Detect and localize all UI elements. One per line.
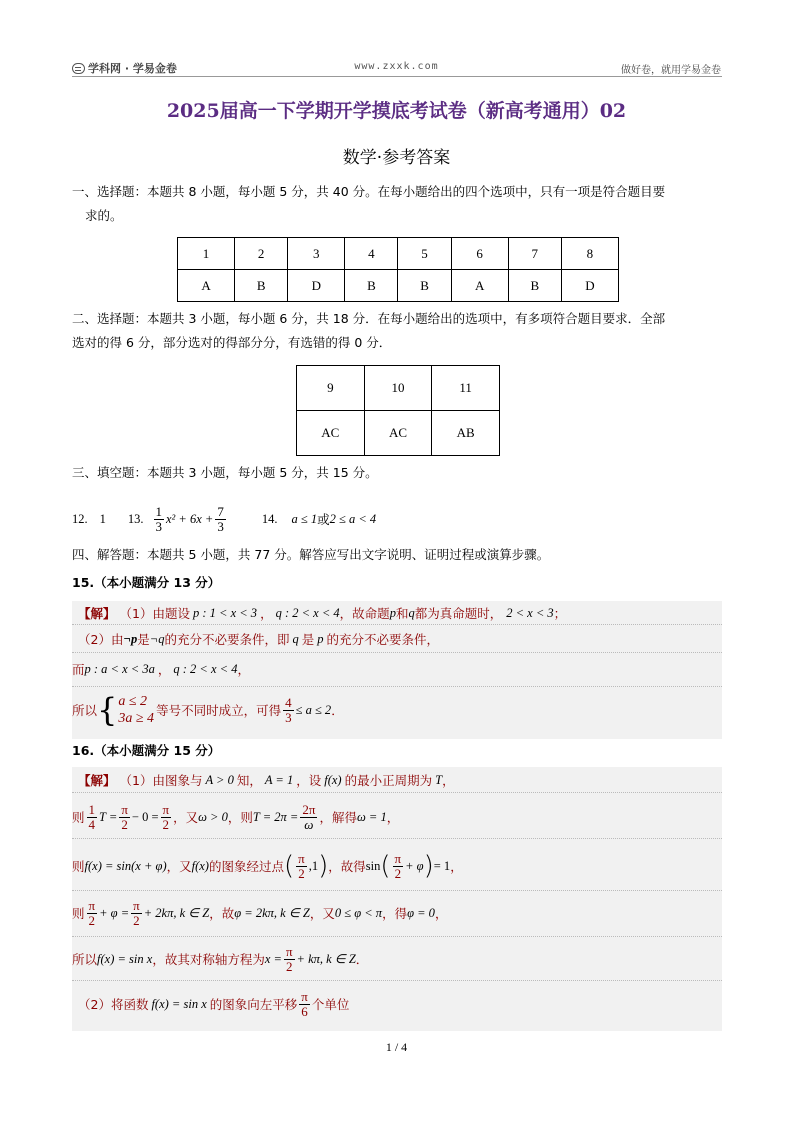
question-number-cell: 10 [364, 366, 432, 411]
text: （1）由题设 [119, 606, 190, 621]
math: A > 0 [205, 772, 234, 787]
math: ¬q [149, 631, 165, 646]
table-row-numbers [297, 366, 500, 411]
math: q [408, 605, 415, 620]
text: 的充分不必要条件， [326, 632, 440, 647]
text: ； [553, 606, 567, 621]
math: T [435, 772, 443, 787]
answer-cell: B [235, 270, 288, 302]
q16-line6 [78, 986, 349, 1022]
q14-or: 或 [317, 512, 330, 527]
text: ，得 [382, 906, 408, 921]
divider [72, 980, 722, 981]
text: 而 [72, 662, 85, 677]
text: 的充分不必要条件，即 [164, 632, 290, 647]
header-divider [72, 76, 722, 77]
section2-desc [72, 307, 732, 355]
answer-cell: AB [432, 411, 500, 456]
question-number-cell: 6 [451, 238, 508, 270]
q14-part1: a ≤ 1 [291, 511, 318, 526]
frac-num: π [394, 850, 402, 866]
frac-den: 3 [217, 518, 224, 534]
math: + 2kπ, k ∈ Z [143, 906, 210, 920]
solution-tag: 【解】 [78, 773, 116, 788]
frac [87, 803, 98, 832]
page-number: 1 / 4 [385, 1040, 408, 1054]
math: p : a < x < 3a [84, 661, 155, 676]
question-number-cell: 1 [178, 238, 235, 270]
frac-num: π [88, 897, 96, 913]
q16-line4 [72, 895, 447, 931]
q16-line1 [78, 770, 455, 790]
frac-num: 1 [88, 801, 96, 817]
inequality-system [118, 693, 154, 727]
q12-label: 12. [72, 511, 88, 526]
text: ，又 [166, 859, 192, 874]
frac [284, 945, 295, 974]
frac-den: ω [304, 816, 314, 832]
text: （2）将函数 [78, 997, 149, 1012]
frac-den: 2 [285, 958, 293, 974]
frac-den: 2 [298, 865, 305, 881]
question-number-cell: 9 [297, 366, 365, 411]
frac [119, 803, 130, 832]
math: p [389, 605, 396, 620]
frac [393, 852, 404, 881]
math: q : 2 < x < 4 [275, 605, 340, 620]
answer-cell: B [508, 270, 561, 302]
text: ， [260, 606, 273, 621]
answer-cell: D [561, 270, 618, 302]
section1-desc-line1: 一、选择题：本题共 8 小题，每小题 5 分，共 40 分。在每小题给出的四个选项中，只有一项是符合题目要 [72, 184, 666, 199]
q14-part2: 2 ≤ a < 4 [329, 511, 377, 526]
frac [161, 803, 172, 832]
section3-desc: 三、填空题：本题共 3 小题，每小题 5 分，共 15 分。 [72, 465, 378, 480]
text: ，故其对称轴方程为 [152, 952, 265, 967]
text: 是 [137, 632, 150, 647]
q15-line1 [78, 603, 566, 623]
math: x = [264, 951, 282, 966]
divider [72, 652, 722, 653]
math: − 0 = [131, 809, 159, 824]
frac-num: 4 [285, 694, 292, 710]
fill-blank-answers [72, 502, 376, 536]
q16-heading: 16.（本小题满分 15 分） [72, 743, 221, 758]
answer-cell: B [398, 270, 451, 302]
system-row: a ≤ 2 [118, 694, 148, 709]
math: f(x) [324, 772, 342, 787]
logo-text: 学科网 · 学易金卷 [88, 62, 177, 75]
section2-answer-table [296, 365, 500, 456]
text: ，又 [173, 810, 199, 825]
section2-desc-line1: 二、选择题：本题共 3 小题，每小题 6 分，共 18 分．在每小题给出的选项中，有多项符合题目要求．全部 [72, 311, 666, 326]
text: ， [434, 906, 448, 921]
text: ， [450, 859, 463, 874]
text: ， [237, 662, 250, 677]
math: ¬p [123, 631, 138, 646]
q13-label: 13. [127, 511, 144, 526]
text: 的最小正周期为 [344, 773, 433, 788]
frac [299, 990, 310, 1019]
section4-desc: 四、解答题：本题共 5 小题，共 77 分。解答应写出文字说明、证明过程或演算步骤。 [72, 547, 550, 562]
text: 都为真命题时， [414, 606, 503, 621]
math: 0 ≤ φ < π [334, 905, 383, 920]
text: 所以 [72, 703, 98, 718]
answer-cell: AC [364, 411, 432, 456]
frac-den: 2 [88, 912, 96, 928]
text: 则 [72, 859, 85, 874]
q13-frac1 [154, 505, 165, 534]
frac-num: 7 [217, 503, 224, 519]
text: ，故命题 [339, 606, 390, 621]
text: ，则 [227, 810, 253, 825]
math: q : 2 < x < 4 [173, 661, 238, 676]
system-row: 3a ≥ 4 [118, 711, 155, 726]
table-row-numbers [178, 238, 619, 270]
answer-cell: B [345, 270, 398, 302]
math: ,1 [308, 858, 319, 873]
text: ，故得 [328, 859, 366, 874]
frac-num: π [301, 988, 308, 1004]
q16-line2 [72, 799, 399, 835]
question-number-cell: 4 [345, 238, 398, 270]
math: T = [99, 809, 118, 824]
q15-heading: 15.（本小题满分 13 分） [72, 575, 221, 590]
header-slogan: 做好卷，就用学易金卷 [621, 65, 721, 76]
frac-den: 6 [301, 1003, 308, 1019]
frac [300, 803, 317, 832]
question-number-cell: 5 [398, 238, 451, 270]
q15-line2 [78, 629, 439, 649]
frac-den: 3 [285, 709, 292, 725]
math: φ = 2kπ, k ∈ Z [234, 906, 310, 920]
frac-num: π [133, 897, 140, 913]
paren: ( [380, 851, 391, 881]
divider [72, 838, 722, 839]
math: p [317, 631, 324, 646]
math: + φ [405, 858, 424, 873]
answer-cell: AC [297, 411, 365, 456]
paren: ( [284, 851, 295, 881]
frac [296, 852, 307, 881]
text: ， [157, 662, 171, 677]
math: ≤ a ≤ 2 [295, 702, 332, 717]
q16-line5 [72, 941, 368, 977]
math: φ = 0 [407, 905, 435, 920]
math: f(x) = sin x [151, 996, 207, 1011]
text: ，解得 [319, 810, 357, 825]
text: 则 [72, 906, 85, 921]
answer-cell: A [451, 270, 508, 302]
question-number-cell: 8 [561, 238, 618, 270]
text: ． [331, 703, 344, 718]
math: f(x) = sin(x + φ) [84, 858, 167, 873]
divider [72, 890, 722, 891]
math: 2 < x < 3 [506, 605, 554, 620]
text: 和 [395, 606, 409, 621]
text: ，故 [209, 906, 235, 921]
frac [87, 899, 98, 928]
frac-den: 4 [88, 816, 96, 832]
text: 则 [72, 810, 85, 825]
frac-num: π [285, 943, 293, 959]
frac-num: π [162, 801, 170, 817]
question-number-cell: 3 [288, 238, 345, 270]
math: + kπ, k ∈ Z [296, 952, 356, 966]
text: 的图象向左平移 [209, 997, 298, 1012]
section1-desc [72, 180, 732, 228]
q12-answer: 1 [99, 511, 106, 526]
divider [72, 624, 722, 625]
text: ， [442, 773, 455, 788]
text: ，设 [296, 773, 322, 788]
section1-desc-line2: 求的。 [85, 208, 123, 223]
text: 个单位 [311, 997, 350, 1012]
system-brace: { [97, 691, 118, 729]
math: p : 1 < x < 3 [192, 605, 258, 620]
paren: ) [423, 851, 434, 881]
answer-cell: D [288, 270, 345, 302]
math: = 1 [433, 858, 451, 873]
frac-den: 2 [394, 865, 402, 881]
solution-tag: 【解】 [78, 606, 116, 621]
text: ，又 [309, 906, 335, 921]
frac-num: 1 [155, 503, 162, 519]
paren: ) [318, 851, 329, 881]
table-row-answers [297, 411, 500, 456]
divider [72, 686, 722, 687]
text: （2）由 [78, 632, 124, 647]
frac-den: 2 [121, 816, 128, 832]
table-row-answers [178, 270, 619, 302]
q13-mid: x² + 6x + [166, 511, 214, 526]
question-number-cell: 11 [432, 366, 500, 411]
frac-den: 2 [162, 816, 170, 832]
q15-line4 [72, 688, 344, 732]
page-subtitle: 数学·参考答案 [342, 148, 451, 168]
answer-cell: A [178, 270, 235, 302]
math: ω = 1 [356, 809, 387, 824]
section2-desc-line2: 选对的得 6 分，部分选对的得部分分，有选错的得 0 分． [72, 335, 392, 350]
text: ． [355, 952, 369, 967]
frac-num: π [298, 850, 305, 866]
q15-line3 [72, 658, 250, 680]
text: ， [386, 810, 400, 825]
header-url: www.zxxk.com [354, 61, 439, 72]
question-number-cell: 7 [508, 238, 561, 270]
text: 等号不同时成立，可得 [156, 703, 282, 718]
frac-num: π [121, 801, 128, 817]
frac [131, 899, 142, 928]
text: 是 [301, 632, 315, 647]
math: sin [365, 858, 381, 873]
text: 的图象经过点 [208, 859, 284, 874]
frac-num: 2π [302, 801, 316, 817]
frac [283, 696, 294, 725]
text: 知， [236, 773, 262, 788]
frac-den: 3 [155, 518, 162, 534]
divider [72, 936, 722, 937]
q14-label: 14. [261, 511, 278, 526]
math: q [292, 631, 299, 646]
math: A = 1 [264, 772, 294, 787]
text: 所以 [72, 952, 98, 967]
math: ω > 0 [198, 809, 228, 824]
page-title: 2025届高一下学期开学摸底考试卷（新高考通用）02 [166, 100, 627, 122]
math: f(x) [191, 858, 209, 873]
divider [72, 792, 722, 793]
question-number-cell: 2 [235, 238, 288, 270]
q13-frac2 [215, 505, 226, 534]
math: f(x) = sin x [97, 951, 153, 966]
text: （1）由图象与 [119, 773, 203, 788]
math: T = 2π = [252, 809, 299, 824]
math: + φ = [99, 905, 130, 920]
q16-line3 [72, 847, 463, 885]
section1-answer-table [177, 237, 619, 302]
frac-den: 2 [133, 912, 140, 928]
